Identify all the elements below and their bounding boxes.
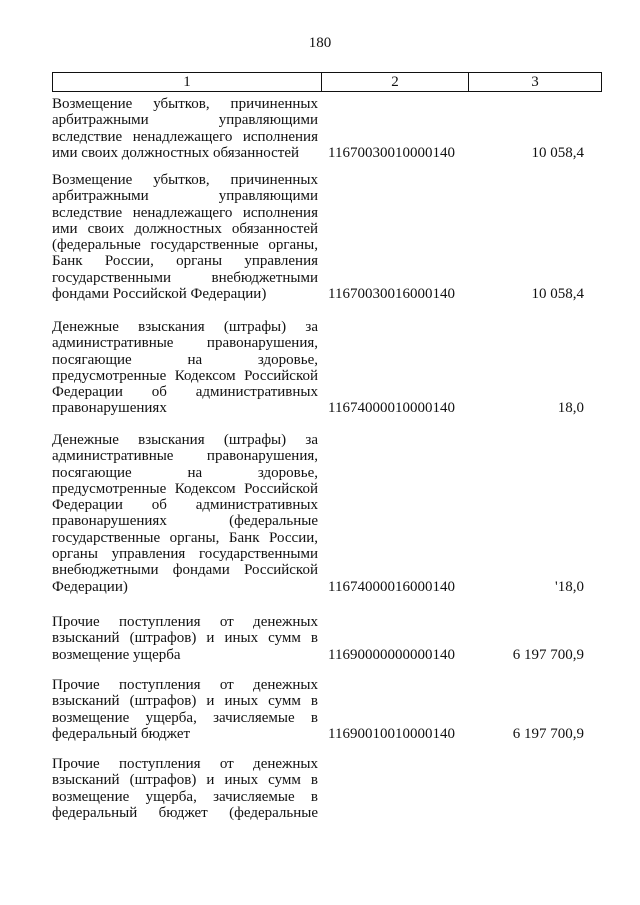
row-name-line: Возмещение убытков, причиненных <box>52 96 318 112</box>
row-name-line: взысканий (штрафов) и иных сумм в <box>52 693 318 710</box>
row-amount: '18,0 <box>555 578 584 595</box>
row-name-line: ими своих должностных обязанностей <box>52 144 300 161</box>
header-col-1: 1 <box>53 73 322 91</box>
row-amount: 10 058,4 <box>531 286 584 303</box>
row-code: 11690000000000140 <box>328 646 455 663</box>
row-name-line: Банк России, органы управления <box>52 253 318 270</box>
row-name-line: арбитражными управляющими <box>52 188 318 205</box>
page-number: 180 <box>308 35 332 51</box>
row-name-line: арбитражными управляющими <box>52 112 318 129</box>
row-name-line: фондами Российской Федерации) <box>52 286 267 303</box>
row-amount: 18,0 <box>557 400 584 417</box>
row-name <box>52 96 318 161</box>
row-name-line: возмещение ущерба <box>52 646 181 663</box>
row-name-line: возмещение ущерба, зачисляемые в <box>52 788 318 805</box>
row-name-line: вследствие ненадлежащего исполнения <box>52 128 318 145</box>
row-name-line: посягающие на здоровье, <box>52 464 318 481</box>
row-name <box>52 172 318 302</box>
row-name-line: Возмещение убытков, причиненных <box>52 172 318 188</box>
row-name-line: органы управления государственными <box>52 546 318 563</box>
row-name-line: Прочие поступления от денежных <box>52 677 318 693</box>
row-name-line: Федерации об административных <box>52 384 318 401</box>
row-name-line: Прочие поступления от денежных <box>52 614 318 630</box>
row-name-line: вследствие ненадлежащего исполнения <box>52 204 318 221</box>
row-name <box>52 677 318 742</box>
row-name-line: Прочие поступления от денежных <box>52 756 318 772</box>
row-name-line: федеральный бюджет (федеральные <box>52 804 318 821</box>
row-name-line: федеральный бюджет <box>52 725 191 742</box>
row-name-line: возмещение ущерба, зачисляемые в <box>52 709 318 726</box>
row-name <box>52 319 318 417</box>
row-name-line: административные правонарушения, <box>52 335 318 352</box>
row-name-line: Денежные взыскания (штрафы) за <box>52 319 318 335</box>
row-amount: 6 197 700,9 <box>512 725 584 742</box>
header-col-3: 3 <box>531 74 539 90</box>
row-name-line: взысканий (штрафов) и иных сумм в <box>52 630 318 647</box>
row-name-line: Денежные взыскания (штрафы) за <box>52 432 318 448</box>
row-name-line: государственные органы, Банк России, <box>52 529 318 546</box>
row-name-line: административные правонарушения, <box>52 448 318 465</box>
table-row <box>52 614 602 663</box>
header-col-2: 2 <box>322 73 469 91</box>
row-name <box>52 756 318 821</box>
row-name-line: государственными внебюджетными <box>52 269 318 286</box>
row-name-line: (федеральные государственные органы, <box>52 237 318 254</box>
row-name-line: предусмотренные Кодексом Российской <box>52 480 318 497</box>
table-row <box>52 172 602 302</box>
row-code: 11690010010000140 <box>328 725 455 742</box>
table-row <box>52 319 602 417</box>
row-name-line: ими своих должностных обязанностей <box>52 220 318 237</box>
table-row <box>52 96 602 161</box>
row-code: 11674000010000140 <box>328 400 455 417</box>
row-name-line: Федерации об административных <box>52 497 318 514</box>
row-name-line: Федерации) <box>52 578 128 595</box>
row-code: 11670030010000140 <box>328 144 455 161</box>
row-amount: 10 058,4 <box>531 144 584 161</box>
row-name-line: взысканий (штрафов) и иных сумм в <box>52 772 318 789</box>
row-name-line: правонарушениях (федеральные <box>52 513 318 530</box>
row-name-line: внебюджетными фондами Российской <box>52 562 318 579</box>
row-name-line: посягающие на здоровье, <box>52 351 318 368</box>
table-row <box>52 756 602 821</box>
row-name <box>52 432 318 595</box>
row-name-line: правонарушениях <box>52 400 167 417</box>
table-row <box>52 677 602 742</box>
row-name <box>52 614 318 663</box>
table-header <box>52 72 602 92</box>
row-code: 11670030016000140 <box>328 286 455 303</box>
row-code: 11674000016000140 <box>328 578 455 595</box>
row-amount: 6 197 700,9 <box>512 646 584 663</box>
row-name-line: предусмотренные Кодексом Российской <box>52 367 318 384</box>
table-row <box>52 432 602 595</box>
